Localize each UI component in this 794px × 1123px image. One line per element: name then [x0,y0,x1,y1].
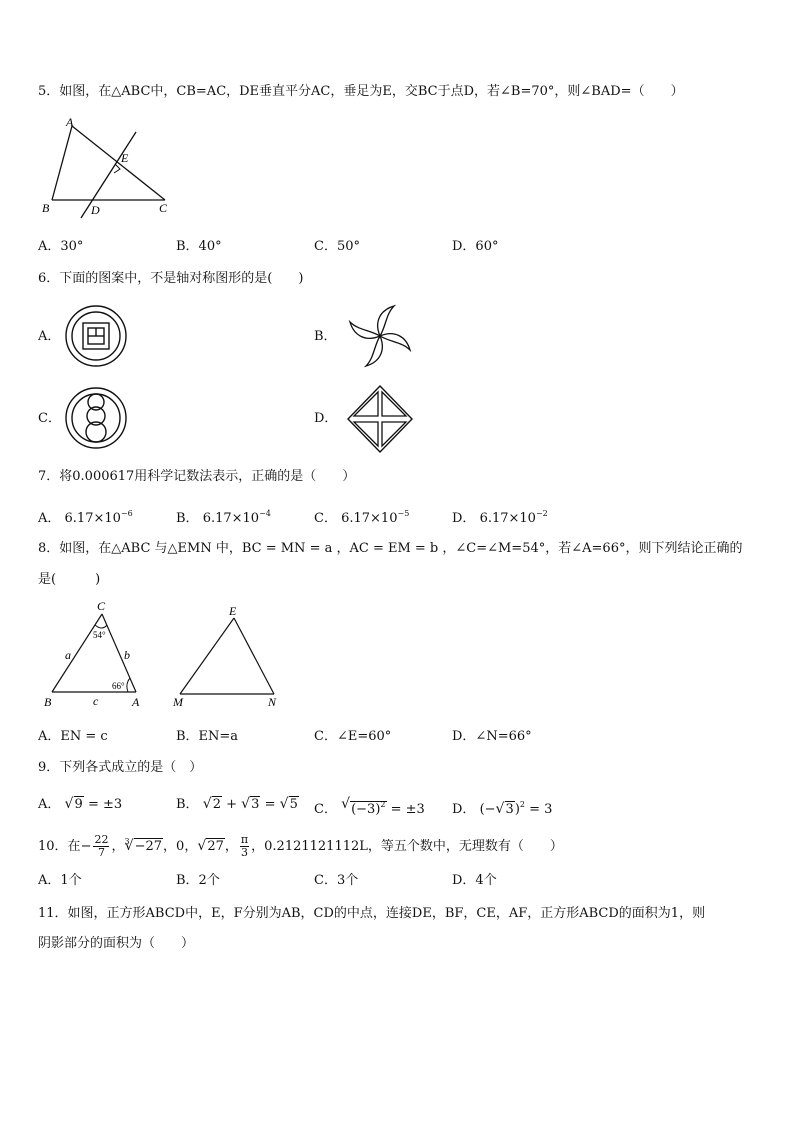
q8-label-M: M [173,695,183,709]
q7-option-d-exp: −2 [535,509,548,518]
q7-text: 将0.000617用科学记数法表示，正确的是（ ） [59,469,356,484]
q10-cube-radicand: −27 [134,839,163,854]
q10-neg: − [80,839,92,854]
q8-label-b: b [124,648,130,662]
q9-d-lparen: (− [479,802,496,817]
q8-triangle-emn [168,604,288,710]
q10-zero: 0 [176,839,185,854]
q9-b-radicand-3: 5 [289,797,298,812]
q9-option-d [452,795,552,820]
q9-b-radicand-2: 3 [251,797,260,812]
q7-option-a-exp: −6 [120,509,133,518]
q9-option-d-label: D． [452,802,476,817]
q5-option-a: A．30° [38,239,84,254]
q6-option-d: D． [314,411,338,426]
q9-a-radical [65,795,84,815]
q10-sep-1: ， [111,839,125,854]
q7-option-a-label: A． [38,511,61,526]
q10-option-d: D．4个 [452,873,497,888]
q5-label-D: D [91,203,100,217]
q9-d-radicand: 3 [505,802,514,817]
q8-label-E: E [229,604,237,618]
q9-b-radicand-1: 2 [212,797,221,812]
q6-number: 6． [38,271,60,286]
q9-option-b [176,795,299,815]
q5-figure [38,114,188,220]
q8-stem-line1 [38,539,742,559]
q6-option-c: C． [38,411,61,426]
q5-label-E: E [121,151,129,165]
q8-label-B: B [44,695,52,709]
q9-c-exp: 2 [380,800,386,809]
q6-pinwheel-pattern [344,300,416,372]
q11-stem-line2: 阴影部分的面积为（ ） [38,936,195,951]
q9-a-rest: = ±3 [83,797,123,812]
q8-option-d: D．∠N=66° [452,729,532,744]
q9-option-a-label: A． [38,797,61,812]
q6-option-b: B． [314,329,337,344]
q7-option-d-base: 6.17×10 [479,511,536,526]
q7-option-b-base: 6.17×10 [202,511,260,526]
q7-number: 7． [38,469,60,484]
q8-label-a: a [65,648,71,662]
q7-stem [38,467,355,487]
q7-option-d-label: D． [452,511,476,526]
q9-d-rest: = 3 [525,802,553,817]
q9-option-c [314,795,425,820]
q9-b-radical-3 [280,795,299,815]
q9-c-rest: = ±3 [386,802,425,817]
q10-fraction [93,834,109,859]
q8-number: 8． [38,541,60,556]
q10-sep-2: ， [163,839,177,854]
q10-pi-num: π [240,833,249,846]
q8-stem-line2: 是( ) [38,572,101,587]
q9-c-radical [341,795,386,820]
q10-frac-num: 22 [94,833,109,846]
q10-number: 10． [38,839,68,854]
q10-sqrt [197,837,225,857]
q8-angle-A: 66° [112,681,125,691]
q6-diamond-pattern [346,384,414,454]
q8-label-N: N [268,695,277,709]
q6-text: 下面的图案中，不是轴对称图形的是( ) [59,271,304,286]
q10-sep-5: ， [251,839,265,854]
q9-a-radicand: 9 [74,797,83,812]
q10-sqrt-radicand: 27 [207,839,224,854]
q10-option-c: C．3个 [314,873,359,888]
q7-option-b [176,504,271,529]
q7-option-c-base: 6.17×10 [341,511,398,526]
q9-text: 下列各式成立的是（ ） [59,760,203,775]
q5-text: 如图，在△ABC中，CB=AC，DE垂直平分AC，垂足为E，交BC于点D，若∠B=70°，则∠BAD=（ ） [59,84,684,99]
q7-option-b-label: B． [176,511,199,526]
q7-option-a-base: 6.17×10 [64,511,121,526]
q9-option-b-label: B． [176,797,199,812]
q9-c-radicand: (−3) [351,802,381,817]
q5-stem [38,82,684,102]
q11-stem-line1 [38,904,705,924]
q5-option-c: C．50° [314,239,360,254]
q5-label-A: A [66,115,74,129]
q10-pi-den: 3 [241,846,248,859]
q8-text1: 如图，在△ABC 与△EMN 中，BC = MN = a ，AC = EM = b ，∠C=∠M=54°，若∠A=66°，则下列结论正确的 [59,541,743,556]
q8-triangle-abc [40,598,150,710]
q7-option-a [38,504,133,529]
q11-text1: 如图，正方形ABCD中，E，F分别为AB，CD的中点，连接DE，BF，CE，AF，正方形ABCD的面积为1，则 [67,906,706,921]
q7-option-c-label: C． [314,511,337,526]
q10-option-a: A．1个 [38,873,82,888]
q8-label-A: A [132,695,140,709]
q9-option-a [38,795,122,815]
q9-b-eq: = [260,797,280,812]
q7-option-c [314,504,409,529]
q9-c-radicand-wrap [350,801,386,817]
q9-b-radical-1 [203,795,222,815]
q10-cube-index: 3 [124,837,130,846]
q8-option-a: A．EN = c [38,729,108,744]
q5-option-b: B．40° [176,239,222,254]
q9-b-plus: + [221,797,242,812]
q7-option-b-exp: −4 [259,509,271,518]
q7-option-d [452,504,548,529]
q6-option-a: A． [38,329,61,344]
q10-option-b: B．2个 [176,873,220,888]
q9-number: 9． [38,760,60,775]
q9-stem [38,758,202,778]
q10-decimal: 0.2121121112L [264,839,368,854]
q9-d-radical [496,800,515,820]
q7-option-c-exp: −5 [397,509,410,518]
q10-pre: 在 [67,839,81,854]
q6-circles-pattern [64,386,128,450]
q6-coin-pattern [64,304,128,368]
q5-label-B: B [42,201,50,215]
q10-sep-3: ， [184,839,198,854]
q10-cube-root [125,837,163,857]
q5-number: 5． [38,84,60,99]
q10-post: ，等五个数中，无理数有（ ） [367,839,563,854]
q10-pi-fraction [240,834,249,859]
q8-option-b: B．EN=a [176,729,239,744]
q5-option-d: D．60° [452,239,499,254]
q10-stem [38,834,563,859]
q9-b-radical-2 [241,795,260,815]
q8-option-c: C．∠E=60° [314,729,392,744]
q9-option-c-label: C． [314,802,337,817]
q6-stem [38,269,303,289]
q10-sep-4: ， [224,839,238,854]
q11-number: 11． [38,906,68,921]
q8-label-c: c [93,694,99,708]
q8-label-C: C [97,599,106,613]
q9-d-exp: 2 [519,800,525,809]
q9-d-rparen: ) [514,802,520,817]
q5-label-C: C [159,201,168,215]
q10-frac-den: 7 [97,846,105,859]
q8-angle-C: 54° [93,630,106,640]
